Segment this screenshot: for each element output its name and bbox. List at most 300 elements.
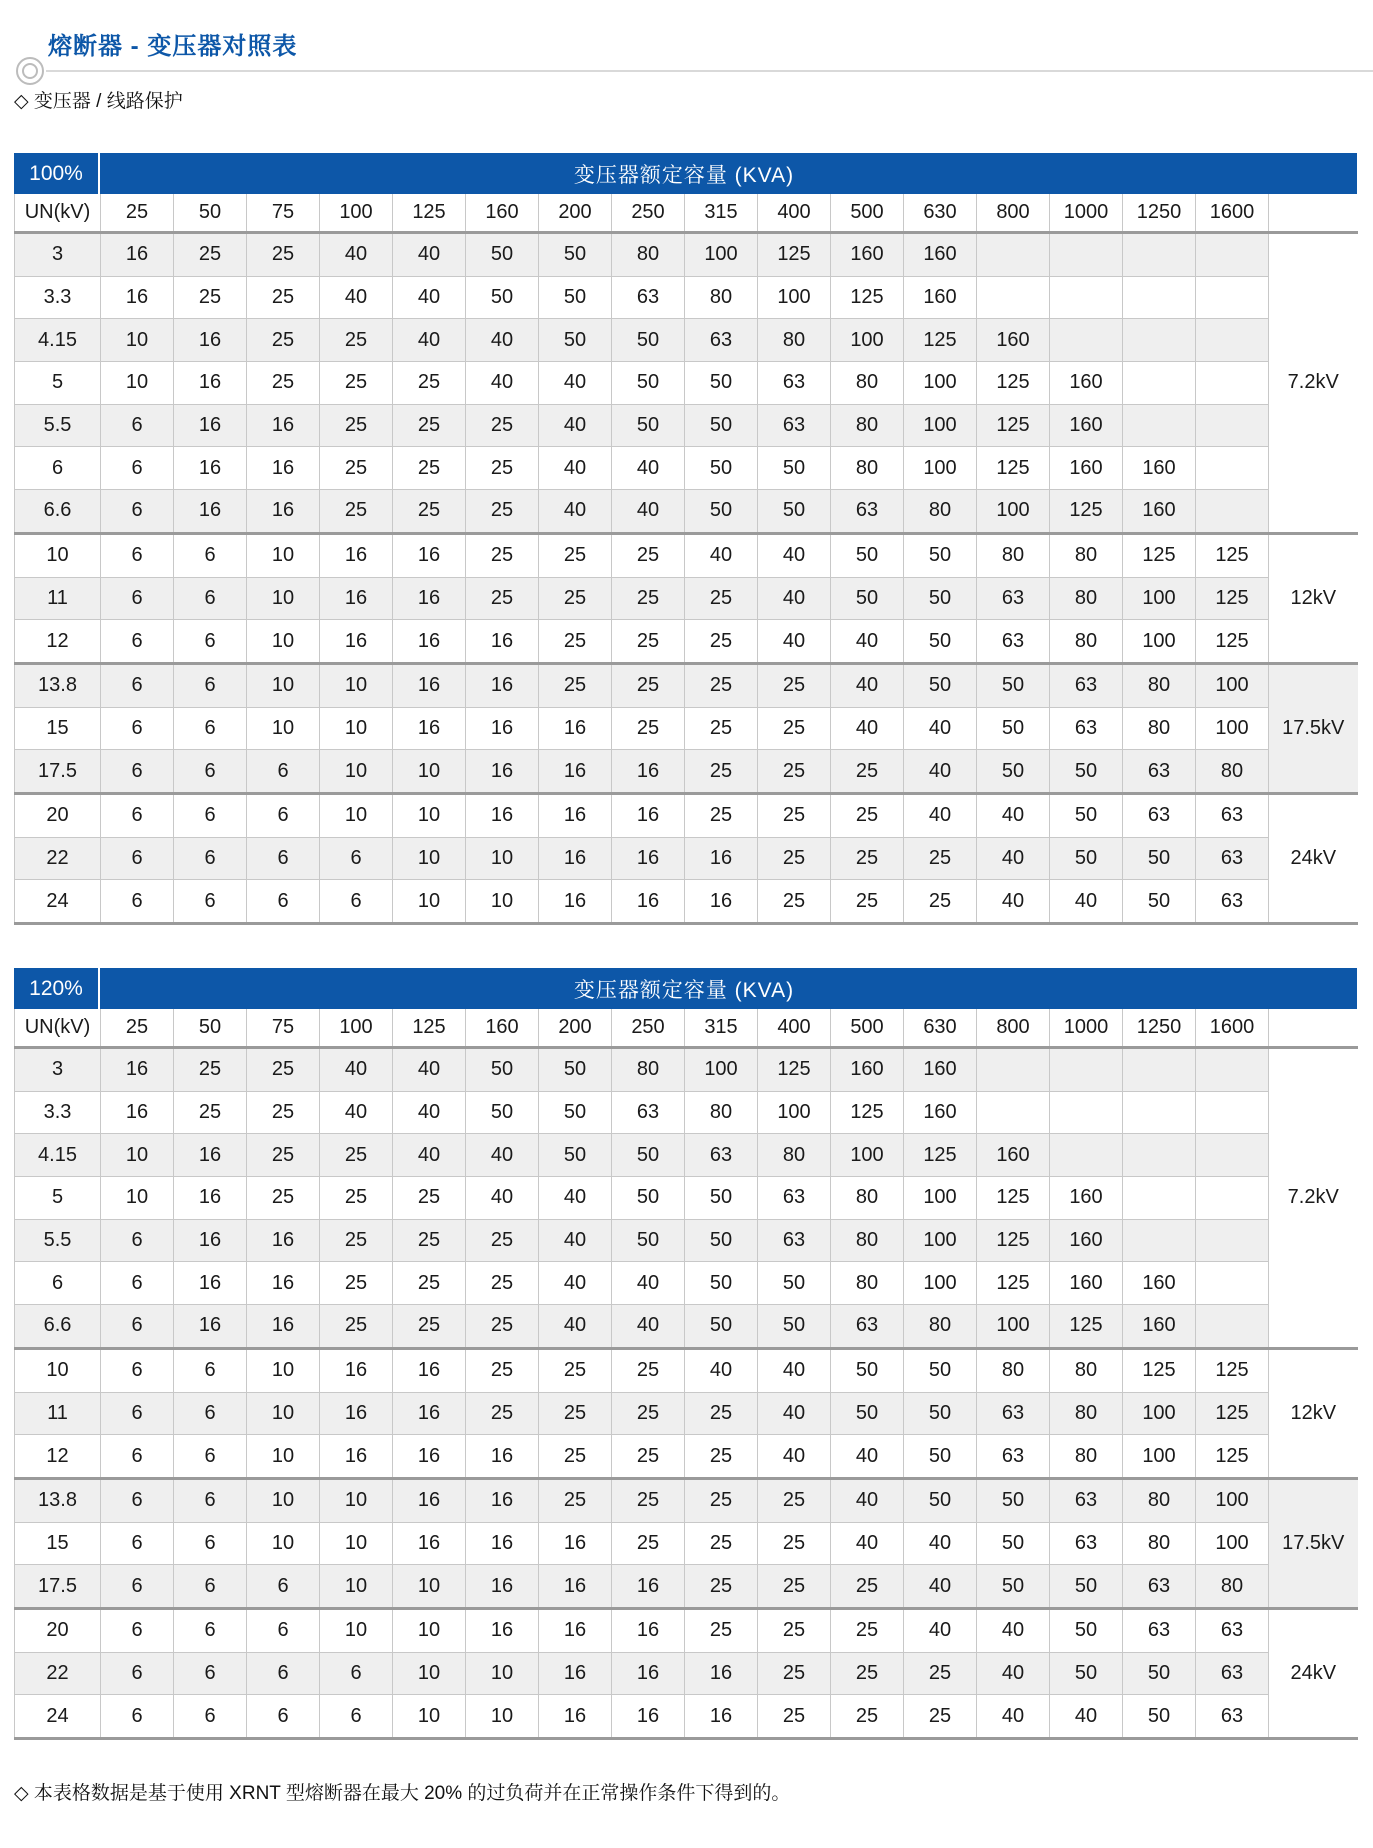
fuse-rating-cell: 63: [1050, 663, 1123, 707]
fuse-rating-cell: 100: [1123, 1392, 1196, 1435]
fuse-rating-cell: 100: [904, 1219, 977, 1262]
un-value-cell: 11: [15, 577, 101, 620]
section-subtitle: ◇ 变压器 / 线路保护: [14, 91, 183, 112]
un-value-cell: 12: [15, 1435, 101, 1479]
fuse-rating-cell: [1123, 404, 1196, 447]
fuse-rating-cell: 10: [393, 793, 466, 837]
un-value-cell: 10: [15, 533, 101, 577]
fuse-rating-cell: [977, 1091, 1050, 1134]
fuse-rating-cell: 80: [1123, 1522, 1196, 1565]
un-value-cell: 22: [15, 1652, 101, 1695]
fuse-rating-cell: 125: [1123, 533, 1196, 577]
fuse-rating-cell: 6: [174, 1348, 247, 1392]
fuse-rating-cell: 16: [466, 793, 539, 837]
fuse-rating-cell: 10: [247, 533, 320, 577]
capacity-header-cell: 50: [174, 1009, 247, 1048]
fuse-rating-cell: 16: [393, 620, 466, 664]
fuse-rating-cell: 80: [1050, 1392, 1123, 1435]
fuse-rating-cell: 125: [977, 1219, 1050, 1262]
un-value-cell: 4.15: [15, 319, 101, 362]
fuse-rating-cell: 16: [320, 620, 393, 664]
fuse-rating-cell: 6: [174, 1435, 247, 1479]
fuse-rating-cell: 63: [1050, 1522, 1123, 1565]
table-row: [15, 1177, 1358, 1220]
fuse-rating-cell: 16: [393, 577, 466, 620]
capacity-header-cell: 75: [247, 1009, 320, 1048]
capacity-header-cell: 25: [101, 1009, 174, 1048]
fuse-rating-cell: 16: [685, 880, 758, 924]
fuse-rating-cell: 25: [612, 533, 685, 577]
fuse-rating-cell: 16: [174, 362, 247, 405]
fuse-rating-cell: 6: [101, 880, 174, 924]
capacity-header-cell: 75: [247, 194, 320, 233]
fuse-rating-cell: 25: [831, 837, 904, 880]
fuse-rating-cell: 25: [247, 1048, 320, 1092]
table-row: [15, 1478, 1358, 1522]
fuse-rating-cell: 25: [539, 1435, 612, 1479]
fuse-rating-cell: 25: [539, 577, 612, 620]
fuse-rating-cell: 16: [174, 404, 247, 447]
fuse-rating-cell: 50: [466, 1048, 539, 1092]
fuse-rating-cell: 6: [101, 577, 174, 620]
fuse-rating-cell: 40: [539, 1219, 612, 1262]
fuse-rating-cell: 63: [1196, 837, 1269, 880]
fuse-rating-cell: 25: [685, 1565, 758, 1609]
fuse-rating-cell: [1196, 1262, 1269, 1305]
fuse-rating-cell: 25: [612, 1392, 685, 1435]
fuse-rating-cell: 80: [685, 276, 758, 319]
fuse-rating-cell: 16: [393, 1435, 466, 1479]
fuse-rating-cell: 25: [758, 707, 831, 750]
fuse-rating-cell: 80: [977, 1348, 1050, 1392]
fuse-rating-cell: [1196, 362, 1269, 405]
fuse-rating-cell: 16: [612, 1608, 685, 1652]
capacity-header-cell: 100: [320, 194, 393, 233]
fuse-rating-cell: 50: [1123, 837, 1196, 880]
fuse-rating-cell: 63: [1123, 750, 1196, 794]
fuse-rating-cell: 25: [247, 276, 320, 319]
fuse-rating-cell: 25: [393, 404, 466, 447]
fuse-rating-cell: 50: [904, 1392, 977, 1435]
fuse-rating-cell: 16: [247, 1219, 320, 1262]
table-row: [15, 1219, 1358, 1262]
fuse-rating-cell: 25: [466, 447, 539, 490]
fuse-rating-cell: 50: [1050, 750, 1123, 794]
fuse-rating-cell: 125: [758, 233, 831, 277]
fuse-rating-cell: 25: [539, 663, 612, 707]
fuse-rating-cell: [1196, 1048, 1269, 1092]
fuse-rating-cell: 6: [101, 1435, 174, 1479]
fuse-rating-cell: 25: [612, 577, 685, 620]
page-title: 熔断器 - 变压器对照表: [48, 33, 298, 60]
fuse-rating-cell: 25: [685, 577, 758, 620]
fuse-rating-cell: 125: [1196, 1435, 1269, 1479]
fuse-rating-cell: 16: [539, 837, 612, 880]
fuse-rating-cell: 63: [831, 1305, 904, 1349]
fuse-rating-cell: 100: [758, 276, 831, 319]
fuse-rating-cell: 25: [393, 1219, 466, 1262]
fuse-rating-cell: 10: [247, 1522, 320, 1565]
fuse-rating-cell: 50: [466, 233, 539, 277]
fuse-rating-cell: 63: [977, 1435, 1050, 1479]
fuse-rating-cell: 40: [1050, 880, 1123, 924]
fuse-rating-cell: 100: [904, 362, 977, 405]
fuse-rating-cell: [1123, 276, 1196, 319]
fuse-rating-cell: 63: [612, 1091, 685, 1134]
fuse-table-100-percent: [14, 194, 1358, 925]
fuse-rating-cell: 10: [320, 707, 393, 750]
fuse-rating-cell: 10: [393, 880, 466, 924]
fuse-rating-cell: 100: [1123, 620, 1196, 664]
fuse-rating-cell: 25: [393, 490, 466, 534]
fuse-rating-cell: 80: [1050, 620, 1123, 664]
fuse-rating-cell: 125: [758, 1048, 831, 1092]
fuse-rating-cell: 50: [685, 1262, 758, 1305]
fuse-rating-cell: 6: [320, 837, 393, 880]
fuse-rating-cell: 50: [977, 1478, 1050, 1522]
table-row: [15, 447, 1358, 490]
fuse-rating-cell: 50: [685, 490, 758, 534]
fuse-rating-cell: 16: [685, 837, 758, 880]
fuse-rating-cell: 25: [612, 1348, 685, 1392]
fuse-rating-cell: 50: [539, 1134, 612, 1177]
fuse-rating-cell: 50: [904, 663, 977, 707]
fuse-rating-cell: 40: [831, 1435, 904, 1479]
fuse-rating-cell: 100: [1123, 1435, 1196, 1479]
fuse-rating-cell: 50: [612, 362, 685, 405]
capacity-header-cell: 250: [612, 194, 685, 233]
capacity-header-cell: 315: [685, 194, 758, 233]
fuse-rating-cell: 160: [1050, 1177, 1123, 1220]
un-value-cell: 13.8: [15, 1478, 101, 1522]
un-value-cell: 17.5: [15, 750, 101, 794]
fuse-rating-cell: 100: [904, 404, 977, 447]
fuse-rating-cell: 25: [612, 620, 685, 664]
fuse-rating-cell: 63: [977, 1392, 1050, 1435]
capacity-title: 变压器额定容量 (KVA): [573, 163, 795, 187]
fuse-rating-cell: 50: [904, 533, 977, 577]
fuse-rating-cell: 6: [101, 1305, 174, 1349]
fuse-rating-cell: 50: [977, 750, 1050, 794]
fuse-rating-cell: 25: [685, 750, 758, 794]
fuse-rating-cell: 100: [1196, 1478, 1269, 1522]
fuse-rating-cell: 50: [539, 1091, 612, 1134]
fuse-rating-cell: 80: [1050, 577, 1123, 620]
fuse-rating-cell: 6: [101, 1565, 174, 1609]
fuse-rating-cell: 6: [101, 1478, 174, 1522]
fuse-rating-cell: 16: [685, 1652, 758, 1695]
fuse-rating-cell: 40: [466, 1177, 539, 1220]
fuse-rating-cell: 25: [466, 1262, 539, 1305]
fuse-rating-cell: 25: [320, 490, 393, 534]
fuse-rating-cell: 25: [393, 1177, 466, 1220]
fuse-rating-cell: 40: [904, 1522, 977, 1565]
fuse-rating-cell: 6: [247, 750, 320, 794]
fuse-rating-cell: 10: [466, 1652, 539, 1695]
table-row: [15, 620, 1358, 664]
fuse-rating-cell: 40: [977, 837, 1050, 880]
fuse-rating-cell: [1050, 233, 1123, 277]
fuse-rating-cell: 25: [320, 447, 393, 490]
fuse-rating-cell: 50: [466, 276, 539, 319]
fuse-rating-cell: 25: [904, 880, 977, 924]
fuse-rating-cell: 125: [1196, 1348, 1269, 1392]
fuse-rating-cell: 16: [466, 1608, 539, 1652]
fuse-rating-cell: 16: [320, 1348, 393, 1392]
fuse-rating-cell: 40: [539, 404, 612, 447]
fuse-rating-cell: 40: [977, 793, 1050, 837]
fuse-rating-cell: 16: [393, 1522, 466, 1565]
fuse-rating-cell: 40: [758, 577, 831, 620]
fuse-rating-cell: 25: [539, 1392, 612, 1435]
fuse-rating-cell: 25: [904, 1652, 977, 1695]
fuse-rating-cell: 80: [977, 533, 1050, 577]
fuse-rating-cell: 25: [539, 1478, 612, 1522]
fuse-rating-cell: 16: [320, 533, 393, 577]
fuse-rating-cell: 63: [977, 577, 1050, 620]
fuse-rating-cell: 125: [904, 319, 977, 362]
fuse-rating-cell: 50: [758, 1305, 831, 1349]
fuse-rating-cell: 160: [904, 233, 977, 277]
fuse-rating-cell: 25: [466, 533, 539, 577]
fuse-rating-cell: 50: [904, 1435, 977, 1479]
fuse-rating-cell: [977, 1048, 1050, 1092]
fuse-rating-cell: 63: [685, 1134, 758, 1177]
un-value-cell: 6.6: [15, 490, 101, 534]
fuse-rating-cell: 16: [539, 750, 612, 794]
fuse-rating-cell: 16: [685, 1695, 758, 1739]
table-footnote: ◇ 本表格数据是基于使用 XRNT 型熔断器在最大 20% 的过负荷并在正常操作条件下得到的。: [14, 1783, 791, 1804]
un-value-cell: 20: [15, 1608, 101, 1652]
fuse-rating-cell: 80: [1123, 663, 1196, 707]
fuse-rating-cell: 16: [101, 233, 174, 277]
fuse-rating-cell: 10: [466, 880, 539, 924]
fuse-rating-cell: 25: [612, 707, 685, 750]
fuse-rating-cell: 40: [758, 1435, 831, 1479]
fuse-rating-cell: 125: [1196, 533, 1269, 577]
title-divider: [46, 70, 1373, 72]
header-bar-tail: [1268, 968, 1357, 1009]
fuse-rating-cell: 16: [393, 533, 466, 577]
un-value-cell: 11: [15, 1392, 101, 1435]
fuse-rating-cell: 80: [612, 233, 685, 277]
fuse-rating-cell: 50: [977, 663, 1050, 707]
un-value-cell: 12: [15, 620, 101, 664]
fuse-rating-cell: 50: [977, 707, 1050, 750]
table-row: [15, 750, 1358, 794]
fuse-rating-cell: 10: [320, 750, 393, 794]
fuse-rating-cell: 6: [101, 620, 174, 664]
fuse-rating-cell: 25: [247, 362, 320, 405]
fuse-rating-cell: [1196, 404, 1269, 447]
fuse-rating-cell: [1123, 233, 1196, 277]
kv-group-cell: 12kV: [1269, 1348, 1358, 1478]
fuse-rating-cell: 16: [101, 1091, 174, 1134]
percent-label: 120%: [14, 968, 100, 1009]
fuse-rating-cell: 6: [174, 663, 247, 707]
header-bar-tail: [1268, 153, 1357, 194]
table-row: [15, 1608, 1358, 1652]
fuse-rating-cell: 10: [393, 750, 466, 794]
fuse-rating-cell: 16: [393, 1478, 466, 1522]
fuse-rating-cell: 50: [1050, 1608, 1123, 1652]
fuse-rating-cell: 160: [904, 1091, 977, 1134]
fuse-rating-cell: 40: [466, 362, 539, 405]
fuse-rating-cell: 16: [466, 620, 539, 664]
fuse-rating-cell: 80: [758, 319, 831, 362]
fuse-rating-cell: 63: [1050, 1478, 1123, 1522]
fuse-rating-cell: 25: [758, 663, 831, 707]
fuse-rating-cell: 80: [1123, 707, 1196, 750]
fuse-rating-cell: 16: [174, 1219, 247, 1262]
fuse-rating-cell: 16: [174, 490, 247, 534]
fuse-rating-cell: 25: [320, 319, 393, 362]
fuse-rating-cell: 10: [320, 663, 393, 707]
fuse-rating-cell: 6: [101, 490, 174, 534]
fuse-rating-cell: 6: [101, 663, 174, 707]
fuse-rating-cell: 6: [101, 1262, 174, 1305]
un-value-cell: 6: [15, 1262, 101, 1305]
fuse-rating-cell: 25: [904, 837, 977, 880]
fuse-rating-cell: 16: [539, 1608, 612, 1652]
fuse-rating-cell: [1196, 233, 1269, 277]
fuse-rating-cell: [1123, 1177, 1196, 1220]
fuse-rating-cell: 6: [174, 1392, 247, 1435]
fuse-rating-cell: 63: [1123, 793, 1196, 837]
fuse-rating-cell: 40: [977, 1695, 1050, 1739]
capacity-title: 变压器额定容量 (KVA): [573, 978, 795, 1002]
fuse-rating-cell: 16: [174, 1177, 247, 1220]
fuse-rating-cell: 100: [1196, 707, 1269, 750]
table-row: [15, 319, 1358, 362]
fuse-rating-cell: 16: [466, 707, 539, 750]
fuse-rating-cell: 40: [612, 490, 685, 534]
fuse-rating-cell: 16: [539, 880, 612, 924]
fuse-rating-cell: 160: [1050, 404, 1123, 447]
fuse-rating-cell: 16: [320, 1435, 393, 1479]
fuse-rating-cell: 50: [758, 447, 831, 490]
fuse-rating-cell: 16: [174, 1305, 247, 1349]
fuse-rating-cell: 16: [466, 1478, 539, 1522]
fuse-rating-cell: 40: [320, 276, 393, 319]
fuse-rating-cell: 25: [320, 1177, 393, 1220]
fuse-rating-cell: 6: [247, 1565, 320, 1609]
fuse-rating-cell: 16: [612, 1565, 685, 1609]
un-header-cell: UN(kV): [15, 194, 101, 233]
fuse-rating-cell: 63: [1123, 1565, 1196, 1609]
un-value-cell: 15: [15, 707, 101, 750]
fuse-rating-cell: 10: [101, 1134, 174, 1177]
kv-spacer-cell: [1269, 194, 1358, 233]
fuse-rating-cell: 40: [539, 1305, 612, 1349]
fuse-rating-cell: 16: [466, 1565, 539, 1609]
kv-group-cell: 7.2kV: [1269, 1048, 1358, 1349]
fuse-rating-cell: 40: [393, 1134, 466, 1177]
capacity-header-cell: 800: [977, 1009, 1050, 1048]
fuse-rating-cell: 40: [758, 1348, 831, 1392]
un-value-cell: 5.5: [15, 1219, 101, 1262]
fuse-rating-cell: 6: [174, 1695, 247, 1739]
fuse-rating-cell: 10: [101, 1177, 174, 1220]
fuse-rating-cell: 63: [1050, 707, 1123, 750]
fuse-rating-cell: 25: [758, 1652, 831, 1695]
fuse-rating-cell: 40: [539, 1262, 612, 1305]
kv-group-cell: 7.2kV: [1269, 233, 1358, 534]
fuse-rating-cell: 25: [466, 1348, 539, 1392]
fuse-rating-cell: 25: [685, 1435, 758, 1479]
fuse-rating-cell: 40: [758, 620, 831, 664]
fuse-rating-cell: 80: [1196, 1565, 1269, 1609]
table-row: [15, 1262, 1358, 1305]
fuse-rating-cell: 16: [247, 490, 320, 534]
fuse-rating-cell: 25: [174, 233, 247, 277]
fuse-rating-cell: 16: [320, 577, 393, 620]
fuse-rating-cell: 50: [539, 319, 612, 362]
capacity-header-cell: 125: [393, 1009, 466, 1048]
fuse-rating-cell: 25: [758, 1522, 831, 1565]
fuse-rating-cell: 16: [101, 1048, 174, 1092]
kv-group-cell: 24kV: [1269, 793, 1358, 923]
un-value-cell: 6: [15, 447, 101, 490]
fuse-rating-cell: 50: [612, 1134, 685, 1177]
fuse-rating-cell: 80: [831, 1219, 904, 1262]
fuse-rating-cell: 16: [393, 1348, 466, 1392]
kv-group-cell: 17.5kV: [1269, 663, 1358, 793]
fuse-rating-cell: 6: [174, 1522, 247, 1565]
fuse-rating-cell: 25: [831, 1608, 904, 1652]
un-value-cell: 3: [15, 1048, 101, 1092]
fuse-rating-cell: 6: [174, 880, 247, 924]
fuse-rating-cell: [1050, 1048, 1123, 1092]
fuse-rating-cell: 63: [1196, 1608, 1269, 1652]
table-row: [15, 404, 1358, 447]
fuse-rating-cell: 25: [320, 1305, 393, 1349]
fuse-rating-cell: 50: [904, 1348, 977, 1392]
fuse-rating-cell: 10: [247, 577, 320, 620]
fuse-rating-cell: 16: [539, 1695, 612, 1739]
fuse-rating-cell: 125: [1050, 1305, 1123, 1349]
fuse-rating-cell: 6: [101, 1608, 174, 1652]
table-row: [15, 1048, 1358, 1092]
fuse-rating-cell: [1123, 1134, 1196, 1177]
fuse-rating-cell: 125: [1196, 1392, 1269, 1435]
fuse-rating-cell: 40: [393, 1091, 466, 1134]
fuse-rating-cell: 50: [758, 490, 831, 534]
fuse-rating-cell: 40: [831, 620, 904, 664]
fuse-rating-cell: 25: [831, 1565, 904, 1609]
fuse-rating-cell: 6: [247, 880, 320, 924]
capacity-header-cell: 100: [320, 1009, 393, 1048]
fuse-rating-cell: 50: [539, 1048, 612, 1092]
un-value-cell: 5: [15, 362, 101, 405]
fuse-rating-cell: 160: [831, 1048, 904, 1092]
fuse-rating-cell: 6: [101, 1522, 174, 1565]
fuse-rating-cell: 25: [831, 1695, 904, 1739]
fuse-rating-cell: 6: [174, 1565, 247, 1609]
fuse-rating-cell: 16: [466, 1435, 539, 1479]
fuse-rating-cell: 125: [977, 1262, 1050, 1305]
fuse-rating-cell: 6: [101, 1348, 174, 1392]
fuse-rating-cell: 25: [685, 1608, 758, 1652]
fuse-rating-cell: 63: [977, 620, 1050, 664]
fuse-rating-cell: 125: [977, 1177, 1050, 1220]
fuse-rating-cell: 100: [685, 233, 758, 277]
table-row: [15, 362, 1358, 405]
fuse-rating-cell: 25: [831, 880, 904, 924]
fuse-rating-cell: 6: [174, 750, 247, 794]
fuse-rating-cell: 10: [466, 837, 539, 880]
fuse-rating-cell: 40: [539, 447, 612, 490]
